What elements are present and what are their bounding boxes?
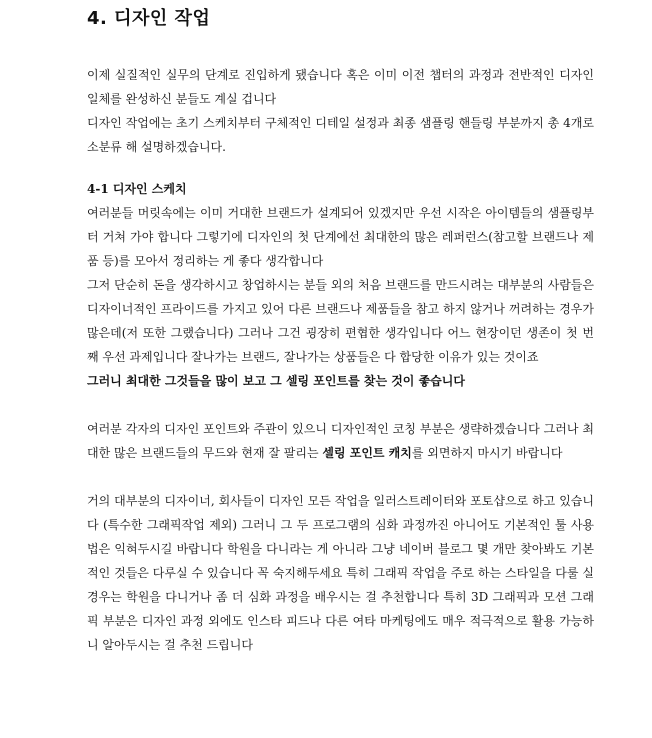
body-paragraph-1: 여러분들 머릿속에는 이미 거대한 브랜드가 설계되어 있겠지만 우선 시작은 아이템들의 샘플링부터 거쳐 가야 합니다 그렇기에 디자인의 첫 단계에선 최대한의 많은 레퍼런스(참고할 브랜드나 제품 등)를 모아서 정리하는 게 좋다 생각합니다: [87, 206, 594, 268]
page-title: 4. 디자인 작업: [87, 8, 211, 29]
body-paragraph-4: 거의 대부분의 디자이너, 회사들이 디자인 모든 작업을 일러스트레이터와 포토샵으로 하고 있습니다 (특수한 그래픽작업 제외) 그러니 그 두 프로그램의 심화 과정까진 아니어도 기본적인 툴 사용법은 익혀두시길 바랍니다 학원을 다니라는 게 아니라 그냥 네이버 블로그 몇 개만 찾아봐도 기본적인 것들은 다루실 수 있습니다 꼭 숙지해두세요 특히 그래픽 작업을 주로 하는 스타일을 다룰 실 경우는 학원을 다니거나 좀 더 심화 과정을 배우시는 걸 추천합니다 특히 3D 그래픽과 모션 그래픽 부분은 디자인 과정 외에도 인스타 피드나 다른 여타 마케팅에도 매우 적극적으로 활용 가능하니 알아두시는 걸 추천 드립니다: [87, 494, 594, 652]
spacer: [87, 393, 594, 417]
spacer: [87, 465, 594, 489]
spacer: [87, 159, 594, 177]
intro-paragraph: 이제 실질적인 실무의 단계로 진입하게 됐습니다 혹은 이미 이전 챕터의 과정과 전반적인 디자인 일체를 완성하신 분들도 계실 겁니다: [87, 68, 594, 106]
body-paragraph-3: [87, 417, 594, 465]
emphasis-paragraph: 그러니 최대한 그것들을 많이 보고 그 셀링 포인트를 찾는 것이 좋습니다: [87, 374, 465, 388]
section-heading: 4-1 디자인 스케치: [87, 182, 187, 196]
body-text: 를 외면하지 마시기 바랍니다: [411, 446, 563, 460]
emphasis-text: 셀링 포인트 캐치: [322, 446, 412, 460]
body-text: 여러분 각자의 디자인 포인트와 주관이 있으니 디자인적인 코칭 부분은 생략하겠습니다 그러나 최대한 많은 브랜드들의 무드와 현재 잘 팔리는: [87, 422, 594, 460]
body-paragraph-2: 그저 단순히 돈을 생각하시고 창업하시는 분들 외의 처음 브랜드를 만드시려는 대부분의 사람들은 디자이너적인 프라이드를 가지고 있어 다른 브랜드나 제품들을 참고 하지 않거나 꺼려하는 경우가 많은데(저 또한 그랬습니다) 그러나 그건 굉장히 편협한 생각입니다 어느 현장이던 생존이 첫 번째 우선 과제입니다 잘나가는 브랜드, 잘나가는 상품들은 다 합당한 이유가 있는 것이죠: [87, 278, 594, 364]
intro-paragraph-2: 디자인 작업에는 초기 스케치부터 구체적인 디테일 설정과 최종 샘플링 핸들링 부분까지 총 4개로 소분류 해 설명하겠습니다.: [87, 116, 594, 154]
